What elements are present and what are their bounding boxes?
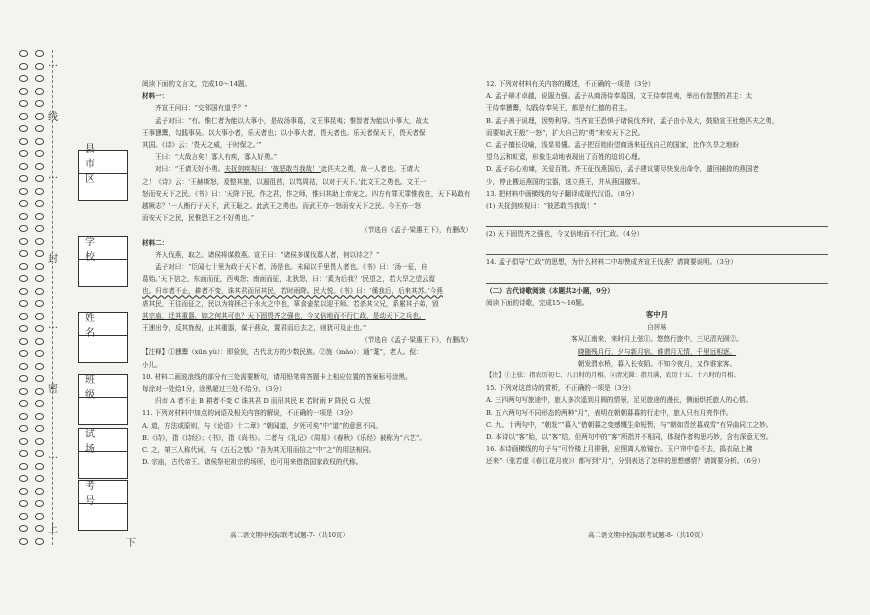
passage-line: 虐其民，王往而征之，民以为将拯己于水火之中也，箪食壶浆以迎王师。若杀其父兄，系累其子弟，毁	[142, 299, 439, 308]
question-11: 11. 下列对材料中加点的词语及相关内容的解说，不正确的一项是（3分）	[142, 409, 357, 418]
page-footer-left: 高二语文期中校际联考试题-7-（共10页）	[230, 531, 349, 539]
material-1-title: 材料一：	[142, 92, 169, 101]
question-13: 13. 把材料中画横线的句子翻译成现代汉语。（8分）	[486, 189, 638, 198]
answer-line[interactable]	[486, 214, 828, 227]
reading-intro: 阅读下面的文言文，完成10～14题。	[142, 80, 252, 88]
binding-strip	[8, 50, 136, 549]
section-heading: （二）古代诗歌阅读（本题共2小题，9分）	[486, 286, 614, 295]
question-15: 15. 下列对这首诗的赏析，不正确的一项是（3分）	[486, 384, 635, 393]
passage-line: 齐人伐燕，取之。诸侯将谋救燕。宣王曰：“诸侯多谋伐寡人者，何以待之？”	[155, 250, 380, 259]
option-b: B. 孟子善于说理，因势利导。当齐宣王恐惧于诸侯伐齐时，孟子由小及大，鼓励宣王杜绝匹夫之勇，	[486, 116, 779, 125]
field-box[interactable]	[79, 452, 127, 478]
question-13-part-1: (1) 夫抚剑疾视曰：“彼恶敢当我哉！”	[486, 202, 597, 211]
poem-author: 白居易	[647, 323, 667, 332]
option-d: D. 孟子忘心劝谏，关爱百姓。齐王征伐燕国后，孟子建议要尽快发出命令，遣回捕掠的燕国老	[486, 165, 759, 174]
field-box[interactable]	[79, 260, 127, 286]
question-16: 还来”（张若虚《春江花月夜》）都写到“月”，分别表达了怎样的思想感情？请简要分析。（6分）	[486, 457, 765, 466]
option-d: 少，停止搬运燕国的宝器，选立燕王，并从燕国撤军。	[486, 177, 645, 186]
option-d: D. 宗庙，古代帝王、诸侯祭祀祖宗的场所，也可用来借指国家政权的代称。	[142, 458, 363, 467]
field-exam-number[interactable]	[78, 480, 128, 531]
passage-line: 齐宣王问曰：“交邻国有道乎？”	[155, 104, 248, 113]
side-char: 下	[126, 538, 136, 549]
field-box[interactable]	[79, 504, 127, 530]
annotation-note: 小儿。	[142, 360, 162, 369]
question-13-part-2: (2) 天下固畏齐之强也，今又倍地而不行仁政。（4分）	[486, 230, 644, 239]
passage-line: 王速出令，反其旄倪，止其重器，谋于燕众，置君而后去之，则犹可及止也。”	[142, 324, 367, 333]
material-2-title: 材料二：	[142, 238, 169, 247]
side-char: 线	[48, 112, 58, 123]
side-char: …	[48, 320, 58, 331]
answer-line[interactable]	[486, 242, 828, 255]
option-c: C. 之，第三人称代词，与《五石之瓠》“吾为其无用而掊之”中“之”的用法相同。	[142, 446, 376, 455]
option-a: 王侍奉獯鬻，勾践侍奉吴王，都是有仁德的君主。	[486, 104, 632, 113]
cut-line	[52, 50, 53, 545]
question-16: 16. 本诗画横线的句子与“可怜楼上月徘徊，应照离人妆镜台。玉户帘中卷不去，捣衣砧上拂	[486, 445, 753, 454]
punch-holes-outer	[16, 50, 30, 545]
poem-line: 朝发渭水桥，暮入长安陌。不知今夜月，又作谁家客。	[577, 359, 737, 368]
field-county[interactable]	[78, 143, 128, 201]
passage-line: 对曰：“王请无好小勇。夫抚剑疾视曰：‘彼恶敢当我哉！’此匹夫之勇，敌一人者也。王请大	[155, 165, 420, 174]
option-a: A. 三四两句写旅途中，旅人多次遥到月圆的情景，足见旅途的漫长，侧面烘托旅人的心情。	[486, 396, 753, 405]
question-14: 14. 孟子倡导“仁政”的思想，为什么材料二中却赞成齐宣王伐燕？请简要说明。（3分）	[486, 258, 737, 267]
field-label: 学校	[79, 237, 127, 260]
underlined-sentence: 夫抚剑疾视曰：‘彼恶敢当我哉！’	[224, 165, 321, 174]
field-box[interactable]	[79, 336, 127, 362]
section-instruction: 阅读下面的诗歌，完成15～16题。	[486, 298, 589, 307]
passage-line: 王曰：“大哉言矣！寡人有疾，寡人好勇。”	[155, 153, 278, 162]
passage-line: 怒而安天下之民。《书》曰：‘天降下民，作之君，作之师，惟曰其助上帝宠之。四方有罪无罪惟我在，天下曷敢有	[142, 189, 471, 198]
field-school[interactable]	[78, 236, 128, 287]
option-b: 而要如武王般“一怒”，扩大自己的“勇”来安天下之民。	[486, 128, 645, 137]
option-a: A. 道，方法或原则，与《论语》十二章》“朝闻道，夕死可矣”中“道”的意思不同。	[142, 421, 383, 430]
right-column	[486, 78, 828, 468]
option-a: A. 孟子辩才卓越，说服力强。孟子从商汤侍奉葛国，文王侍奉昆夷，举出有智慧的君主：太	[486, 92, 753, 101]
field-class[interactable]	[78, 374, 128, 425]
side-char: 上	[48, 524, 58, 535]
option-b: B.《诗》，指《诗经》；《书》，指《尚书》。二者与《礼记》《周易》《春秋》《乐经》被称为“六艺”。	[142, 433, 427, 442]
annotation-note: 【注释】①獯鬻（xūn yù）：即猃狁，古代北方的少数民族。②旄（mào）：通“耄”，老人。倪：	[142, 348, 423, 357]
source-citation: （节选自《孟子·梁惠王下》，有删改）	[361, 226, 472, 235]
passage-line: 其国。《诗》云：‘畏天之威，于时保之。’”	[142, 141, 262, 150]
option-c: 望乌云和虹霓，形象生动地表现出了百姓的迫切心理。	[486, 153, 645, 162]
field-box[interactable]	[79, 398, 127, 424]
option-b: B. 五六两句写不同形态的两种“月”，表明在朝朝暮暮的行走中，旅人只有月亮作伴。	[486, 408, 733, 417]
side-char: …	[48, 450, 58, 461]
answer-line[interactable]	[486, 271, 828, 284]
passage-line: 越厥志？’一人衡行于天下，武王耻之。此武王之勇也。而武王亦一怒而安天下之民。今王亦一怒	[142, 202, 422, 211]
underlined-sentence: 其宗庙，迁其重器，如之何其可也？天下固畏齐之强也，今又倍地而不行仁政，是动天下之兵也。	[142, 311, 426, 320]
field-label: 县市区	[79, 151, 127, 174]
poem-title: 客中月	[645, 310, 669, 320]
passage-line: 孟子对曰：“有。惟仁者为能以大事小，是故汤事葛，文王事昆夷；惟智者为能以小事大，故太	[155, 116, 429, 125]
poem-line: 客从江南来，来时月上弦①。悠悠行旅中，三见清光圆②。	[571, 335, 743, 344]
wavy-line-passage: 也。归市者不止，耕者不变，诛其君而吊其民，若时雨降。民大悦。《书》曰：‘徯我后，后来其苏。’今燕	[142, 287, 443, 296]
punch-holes-inner	[32, 50, 46, 545]
passage-line: 葛始。’天下信之，东面而征，西夷怨；南面而征，北狄怨，曰：‘奚为后我？’民望之，若大旱之望云霓	[142, 275, 436, 284]
side-char: …	[48, 170, 58, 181]
question-10-options: 归市 A 者不止 B 耕者不变 C 诛其君 D 而吊其民 E 若时雨 F 降民 G 大悦	[155, 397, 371, 406]
passage-line: 而安天下之民，民惟恐王之不好勇也。”	[142, 214, 255, 223]
option-d: D. 本诗以“客”始，以“客”结，但两句中的“客”所指并不相同，体现作者构思巧妙，含有深意无穷。	[486, 433, 773, 442]
passage-line: 之！《诗》云：‘王赫斯怒，爰整其旅，以遏徂莒，以笃周祜，以对于天下。’此文王之勇也。文王一	[142, 177, 427, 186]
question-10-instruction: 每涂对一处给1分，涂黑超过三处不给分。（3分）	[142, 385, 286, 394]
side-char: …	[48, 58, 58, 69]
poem-note: 【注】①上弦：指农历初七、八日时的月相。②清光圆：指月满，农历十五、十六时的月相。	[486, 372, 740, 380]
poem-line: 晓随残月行，夕与新月宿。谁谓月无情，千里远相逐。	[577, 347, 737, 356]
field-exam-room[interactable]	[78, 428, 128, 479]
question-12: 12. 下列对材料有关内容的概述，不正确的一项是（3分）	[486, 80, 655, 88]
passage-line: 孟子对曰：“臣闻七十里为政于天下者，汤是也。未闻以千里畏人者也。《书》曰：‘汤一征，自	[155, 263, 428, 272]
option-c: C. 九、十两句中，“朝发”“暮入”借朝暮之变感慨生命短暂，与“朝如青丝暮成雪”有异曲同工之妙。	[486, 420, 773, 429]
field-label: 姓名	[79, 313, 127, 336]
left-column	[142, 78, 472, 469]
field-label: 班级	[79, 375, 127, 398]
field-label: 试场	[79, 429, 127, 452]
passage-line: 王事獯鬻，勾践事吴。以大事小者，乐天者也；以小事大者，畏天者也。乐天者保天下，畏天者保	[142, 128, 426, 137]
side-char: 封	[48, 254, 58, 265]
page-footer-right: 高二语文期中校际联考试题-8-（共10页）	[588, 531, 707, 539]
side-char: 密	[48, 384, 58, 395]
question-10: 10. 材料二画波浪线的部分有三处需要断句，请用铅笔将答题卡上相应位置的答案标号涂黑。	[142, 372, 412, 381]
field-name[interactable]	[78, 312, 128, 363]
source-citation: （节选自《孟子·梁惠王下》，有删改）	[361, 336, 472, 345]
field-label: 考号	[79, 481, 127, 504]
option-c: C. 孟子擅长设喻，浅显易懂。孟子把百姓盼望商汤来征伐自己的国家，比作久旱之地盼	[486, 141, 739, 150]
